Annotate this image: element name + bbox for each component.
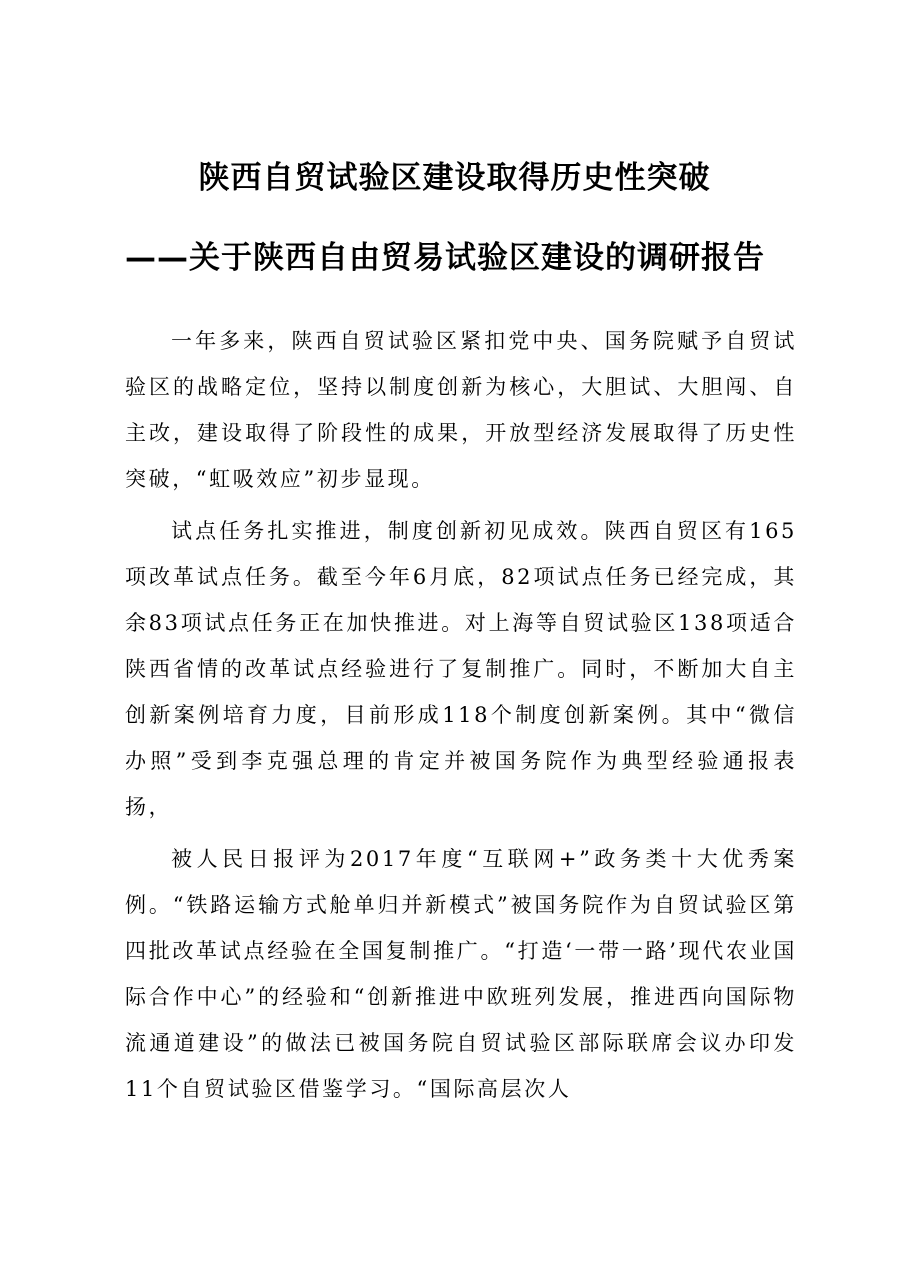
document-body bbox=[125, 318, 797, 1118]
body-paragraph: 试点任务扎实推进，制度创新初见成效。陕西自贸区有165项改革试点任务。截至今年6月底，82项试点任务已经完成，其余83项试点任务正在加快推进。对上海等自贸试验区138项适合陕西省情的改革试点经验进行了复制推广。同时，不断加大自主创新案例培育力度，目前形成118个制度创新案例。其中“微信办照”受到李克强总理的肯定并被国务院作为典型经验通报表扬， bbox=[125, 519, 797, 819]
body-paragraph: 被人民日报评为2017年度“互联网+”政务类十大优秀案例。“铁路运输方式舱单归并新模式”被国务院作为自贸试验区第四批改革试点经验在全国复制推广。“打造‘一带一路’现代农业国际合作中心”的经验和“创新推进中欧班列发展，推进西向国际物流通道建设”的做法已被国务院自贸试验区部际联席会议办印发11个自贸试验区借鉴学习。“国际高层次人 bbox=[125, 847, 797, 1101]
body-paragraph: 一年多来，陕西自贸试验区紧扣党中央、国务院赋予自贸试验区的战略定位，坚持以制度创新为核心，大胆试、大胆闯、自主改，建设取得了阶段性的成果，开放型经济发展取得了历史性突破，“虹吸效应”初步显现。 bbox=[125, 329, 797, 491]
document-subtitle: ——关于陕西自由贸易试验区建设的调研报告 bbox=[125, 240, 765, 276]
document-title: 陕西自贸试验区建设取得历史性突破 bbox=[198, 160, 711, 196]
